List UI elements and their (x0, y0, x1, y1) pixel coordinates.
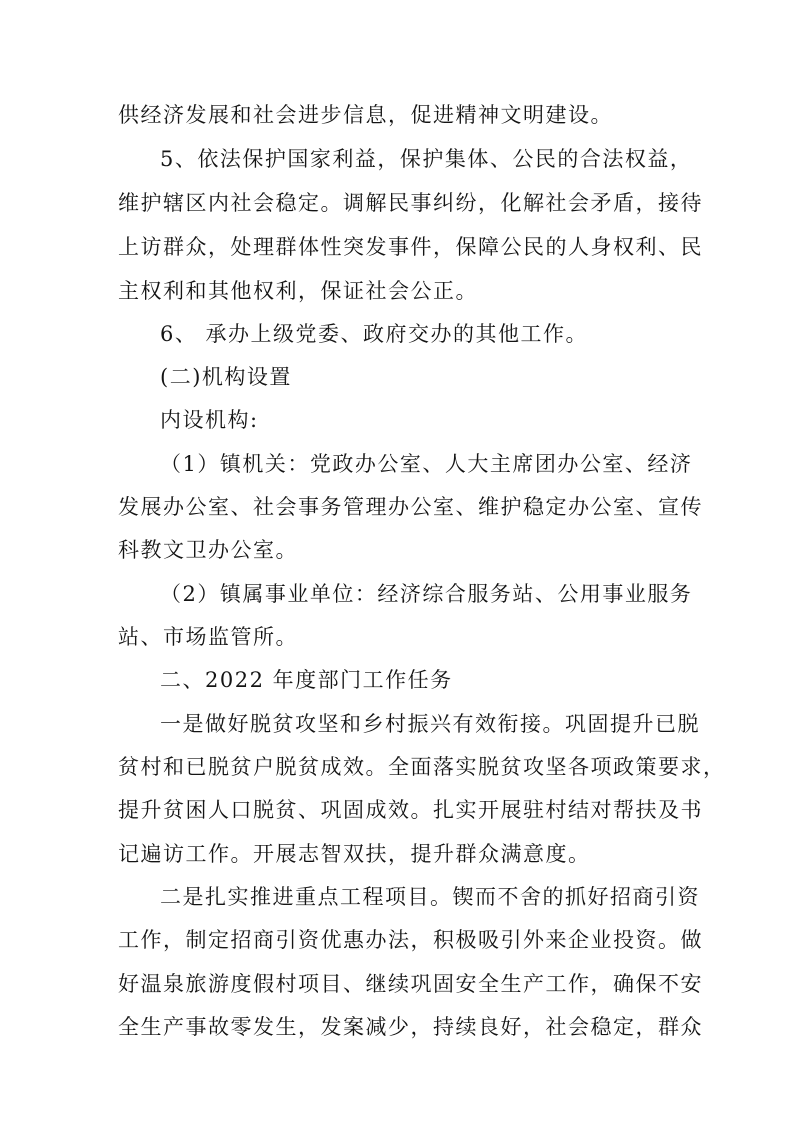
task-2-line-3: 好温泉旅游度假村项目、继续巩固安全生产工作，确保不安 (118, 972, 703, 996)
item-6: 6、 承办上级党委、政府交办的其他工作。 (160, 322, 589, 346)
task-1-line-4: 记遍访工作。开展志智双扶，提升群众满意度。 (118, 842, 591, 866)
task-2-line-2: 工作，制定招商引资优惠办法，积极吸引外来企业投资。做 (118, 928, 703, 952)
internal-organization-label: 内设机构: (160, 408, 259, 432)
task-1-line-2: 贫村和已脱贫户脱贫成效。全面落实脱贫攻坚各项政策要求， (118, 755, 726, 779)
section-heading-organization: (二)机构设置 (160, 365, 292, 389)
section-heading-2022-tasks: 二、2022 年度部门工作任务 (160, 668, 453, 692)
town-organs-line-3: 科教文卫办公室。 (118, 538, 298, 562)
town-organs-line-2: 发展办公室、社会事务管理办公室、维护稳定办公室、宣传 (118, 495, 703, 519)
public-institutions-line-1: （2）镇属事业单位：经济综合服务站、公用事业服务 (160, 582, 693, 606)
text-line-1: 供经济发展和社会进步信息，促进精神文明建设。 (118, 103, 613, 127)
item-5-line-2: 维护辖区内社会稳定。调解民事纠纷，化解社会矛盾，接待 (118, 191, 703, 215)
town-organs-line-1: （1）镇机关：党政办公室、人大主席团办公室、经济 (160, 452, 693, 476)
item-5-line-3: 上访群众，处理群体性突发事件，保障公民的人身权利、民 (118, 235, 703, 259)
task-1-line-3: 提升贫困人口脱贫、巩固成效。扎实开展驻村结对帮扶及书 (118, 798, 703, 822)
item-5-line-4: 主权利和其他权利，保证社会公正。 (118, 279, 478, 303)
task-2-line-1: 二是扎实推进重点工程项目。锲而不舍的抓好招商引资 (160, 885, 700, 909)
item-5-line-1: 5、依法保护国家利益，保护集体、公民的合法权益， (160, 147, 693, 171)
public-institutions-line-2: 站、市场监管所。 (118, 625, 298, 649)
task-2-line-4: 全生产事故零发生，发案减少，持续良好，社会稳定，群众 (118, 1015, 703, 1039)
task-1-line-1: 一是做好脱贫攻坚和乡村振兴有效衔接。巩固提升已脱 (160, 712, 700, 736)
